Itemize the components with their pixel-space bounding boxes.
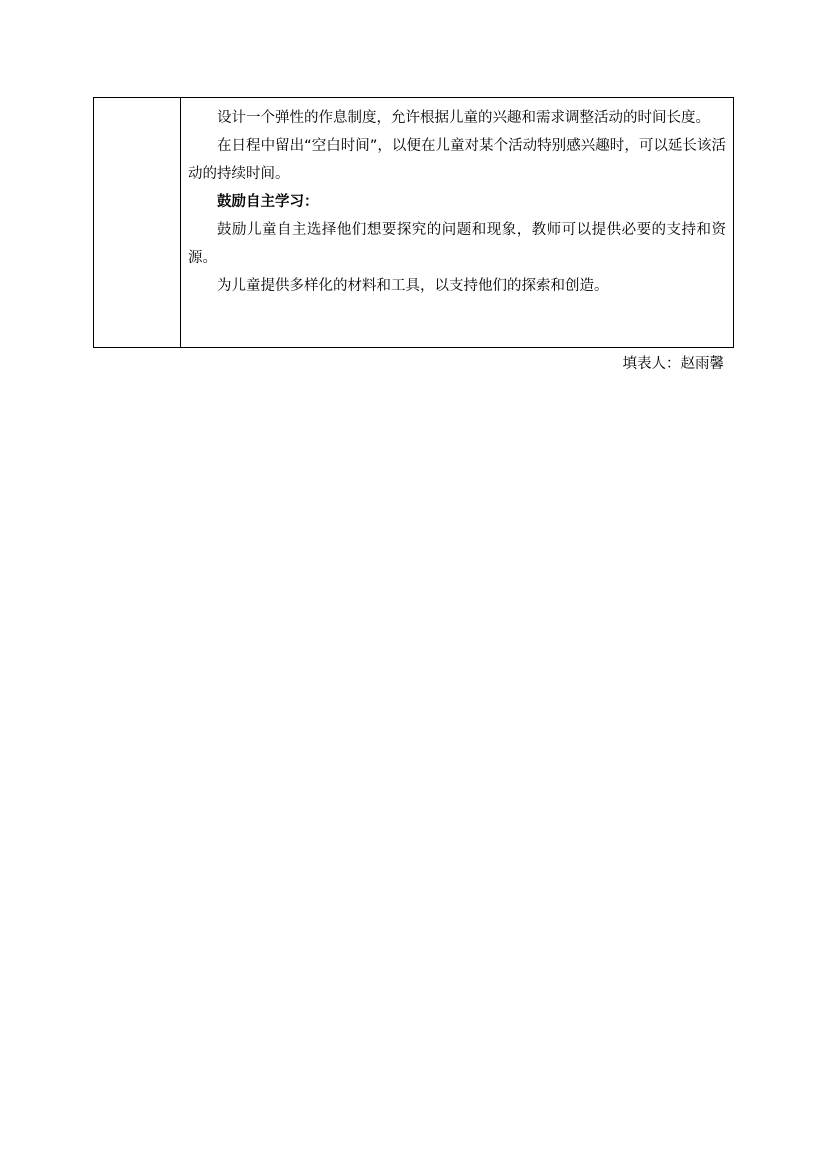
section-heading-self-learning: 鼓励自主学习： (217, 194, 319, 210)
paragraph-diverse-materials: 为儿童提供多样化的材料和工具，以支持他们的探索和创造。 (217, 278, 609, 294)
form-filler-signature: 填表人：赵雨馨 (622, 356, 724, 372)
paragraph-independent-choice: 鼓励儿童自主选择他们想要探究的问题和现象，教师可以提供必要的支持和资源。 (188, 222, 726, 266)
table-label-cell (94, 98, 181, 347)
paragraph-flexible-schedule: 设计一个弹性的作息制度，允许根据儿童的兴趣和需求调整活动的时间长度。 (217, 110, 710, 126)
table-content-cell (181, 98, 733, 347)
paragraph-blank-time: 在日程中留出“空白时间”，以便在儿童对某个活动特别感兴趣时，可以延长该活动的持续时间。 (188, 138, 726, 182)
content-table (93, 97, 734, 348)
